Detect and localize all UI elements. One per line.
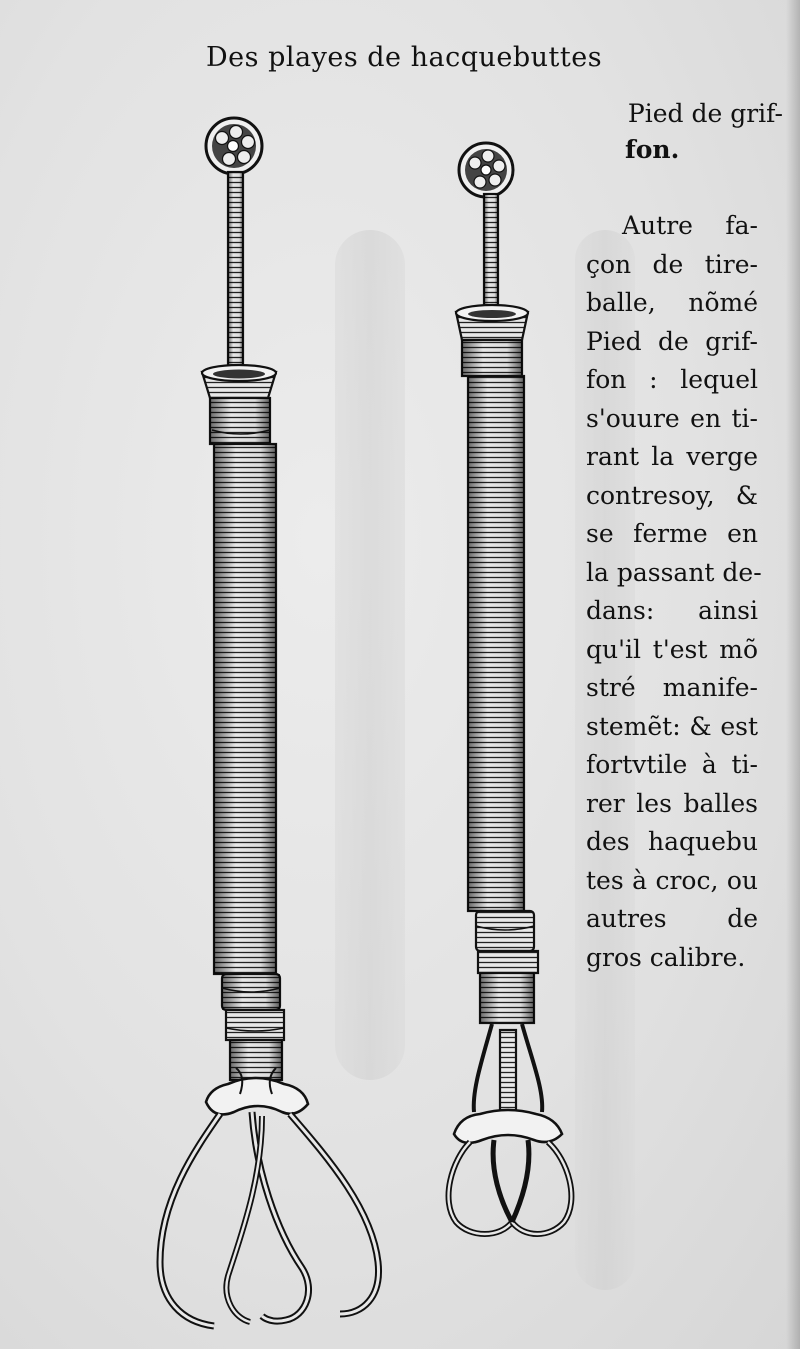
text-line: autres de (586, 904, 758, 933)
text-line: contresoy, & (586, 480, 758, 510)
text-line: Pied de grif- (586, 326, 758, 356)
text-line: gros calibre. (586, 942, 746, 972)
page-edge-shadow (786, 0, 800, 1349)
griffon-foot-extractor-closed (449, 143, 572, 1234)
cage-rods (474, 1024, 542, 1122)
text-line: qu'il t'est mõ (586, 634, 758, 664)
knob-rosette-left (206, 118, 262, 174)
text-line: des haquebu (586, 827, 758, 856)
text-line: s'ouure en ti- (586, 403, 758, 433)
claws-open (160, 1112, 379, 1326)
text-line: rant la verge (586, 442, 758, 471)
text-line: tes à croc, ou (586, 865, 758, 895)
text-line: çon de tire- (586, 249, 758, 279)
claws-closed (449, 1140, 572, 1234)
text-line: fon : lequel (586, 365, 758, 394)
side-title-line-1: Pied de grif- (627, 99, 783, 128)
hinge-bracket-left (206, 1078, 308, 1114)
text-line: balle, nõmé (586, 288, 758, 317)
text-line: la passant de- (586, 557, 762, 587)
text-line: stemẽt: & est (586, 711, 758, 741)
text-line: dans: ainsi (586, 596, 758, 625)
knob-rosette-right (459, 143, 513, 197)
text-line: rer les balles (586, 788, 758, 818)
hinge-bracket-right (454, 1110, 562, 1143)
running-head: Des playes de hacquebuttes (206, 42, 603, 73)
text-line: fortvtile à ti- (586, 750, 758, 779)
text-line: se ferme en (586, 519, 758, 548)
side-title-line-2: fon. (625, 135, 680, 164)
text-line: stré manife- (586, 673, 758, 702)
lower-ring-right (476, 911, 534, 951)
griffon-foot-extractor-open (160, 118, 379, 1326)
text-line: Autre fa- (622, 211, 758, 240)
